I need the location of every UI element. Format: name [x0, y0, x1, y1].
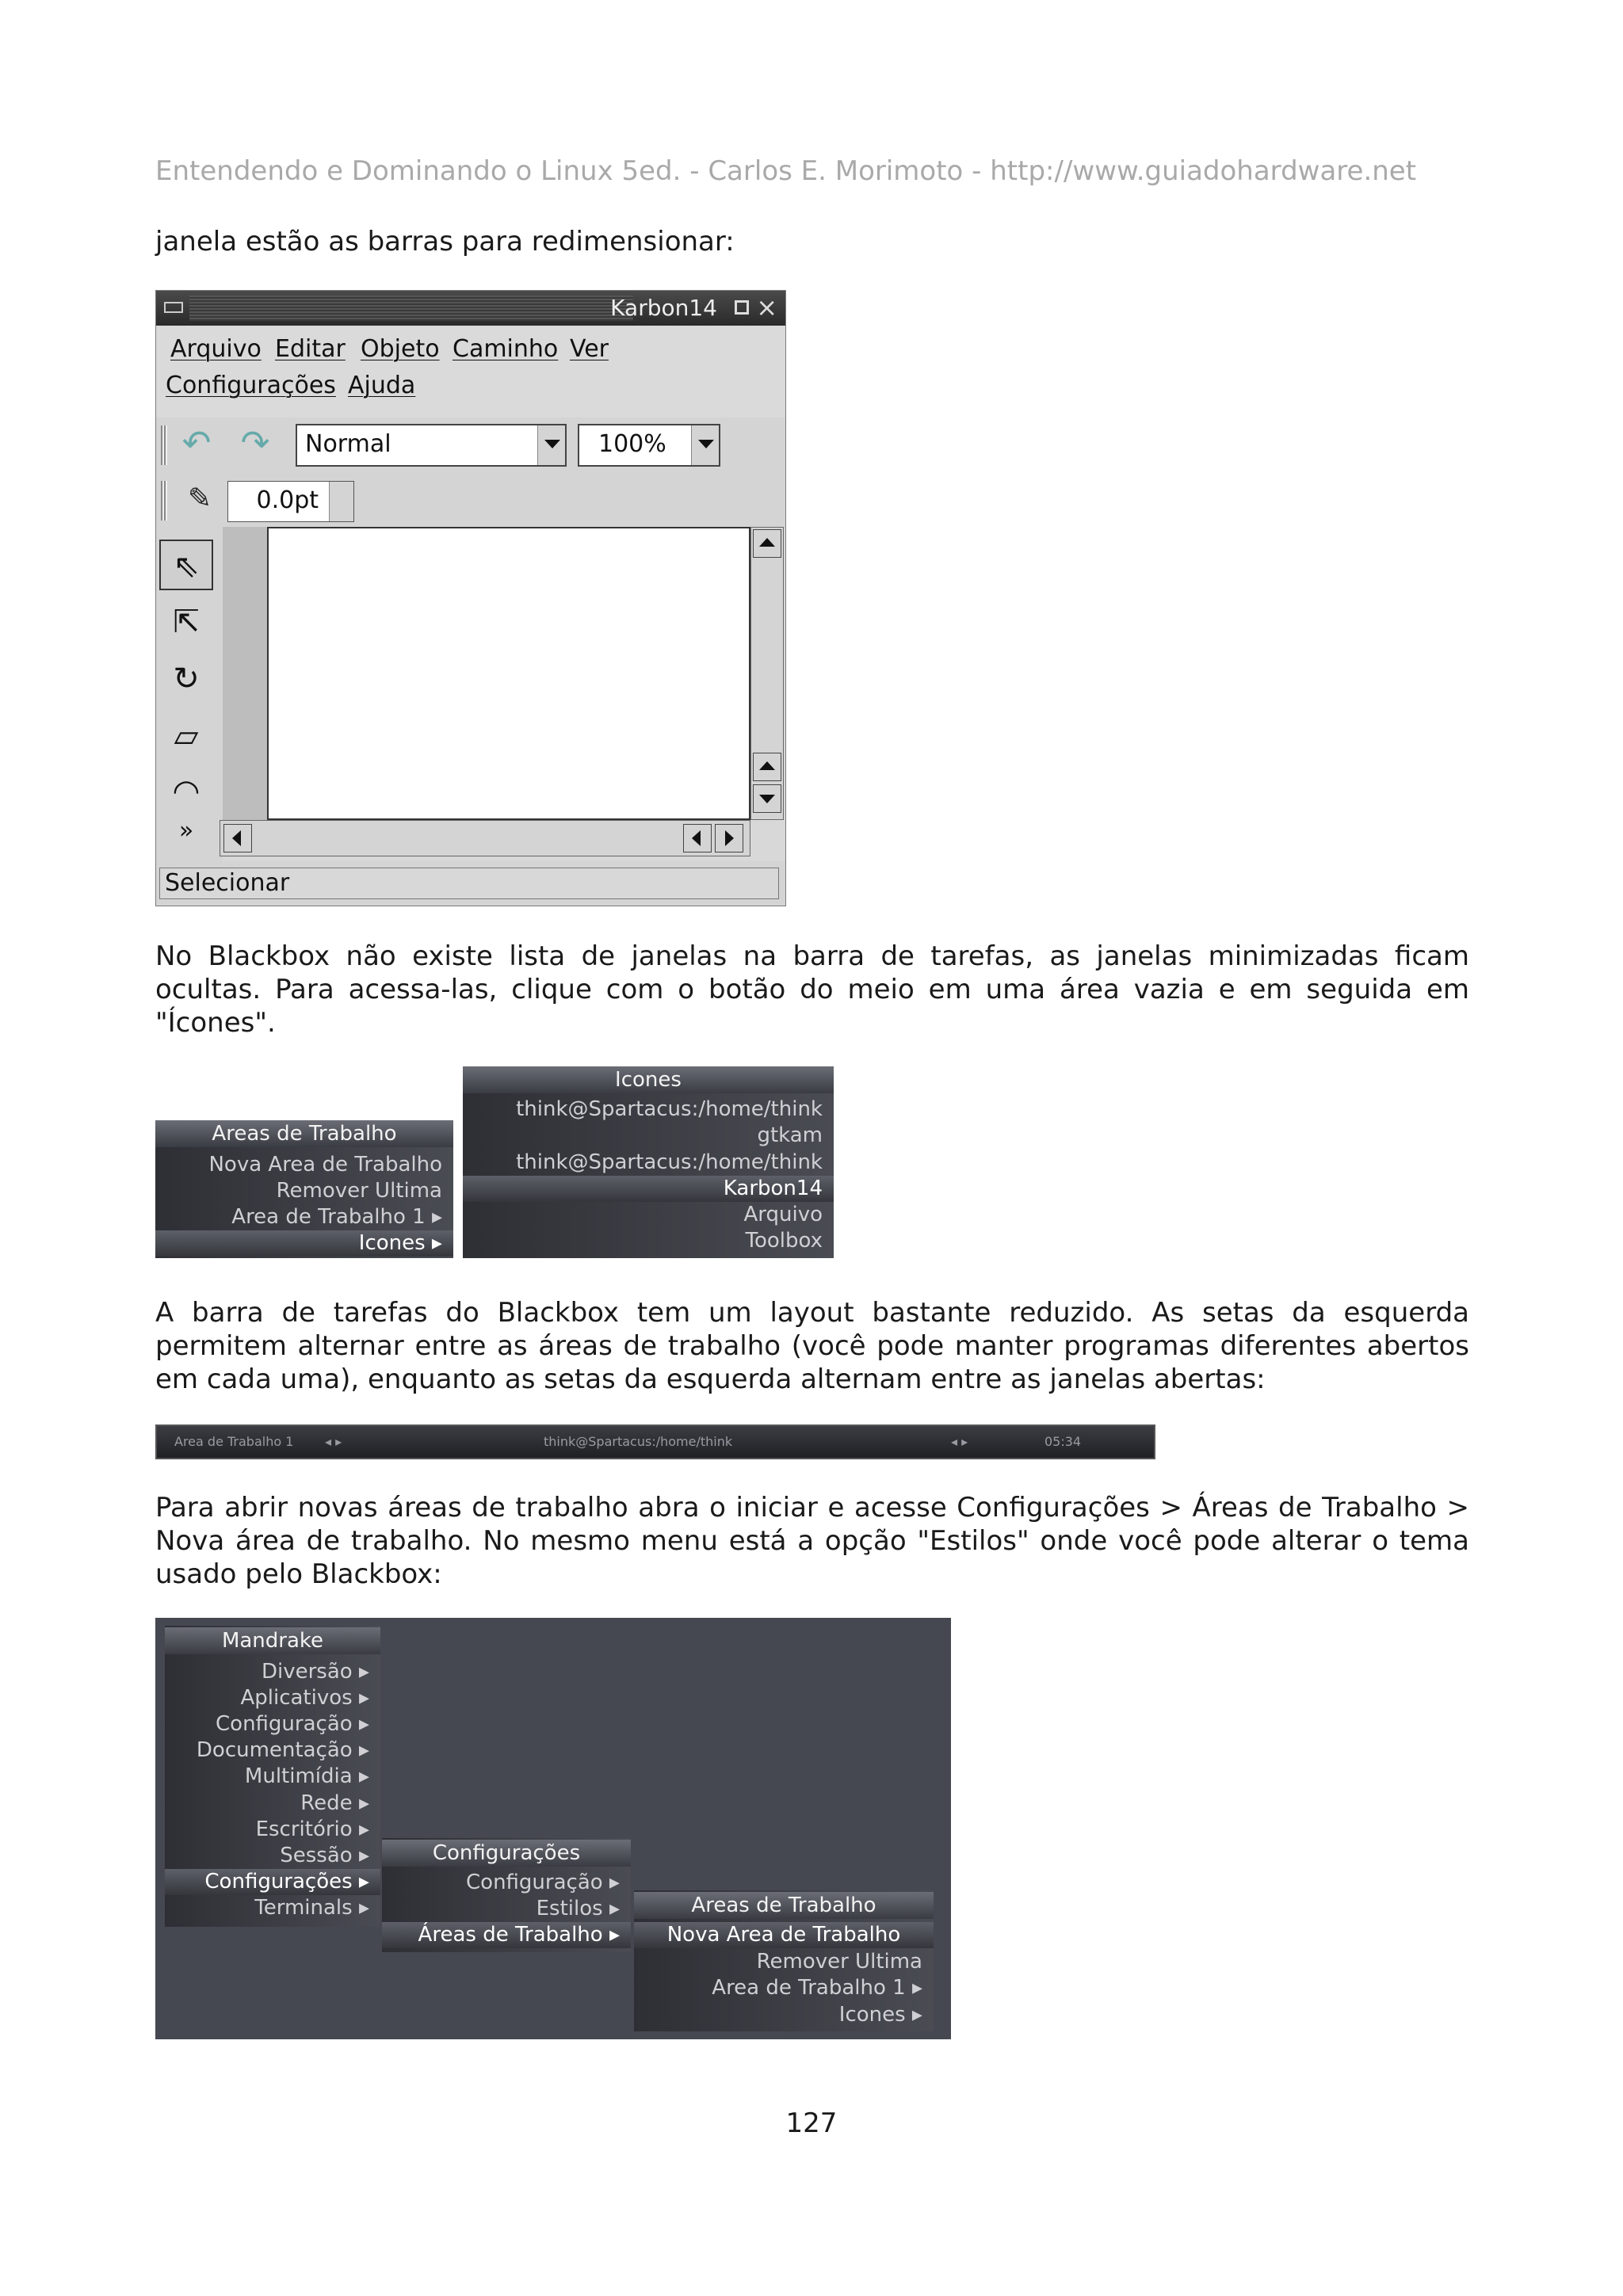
window-label[interactable]: think@Spartacus:/home/think: [544, 1434, 733, 1449]
menu-item[interactable]: Karbon14: [463, 1176, 834, 1202]
menu-item[interactable]: Nova Area de Trabalho: [634, 1922, 934, 1948]
menu-item[interactable]: Estilos ▸: [536, 1897, 620, 1920]
menu-item[interactable]: gtkam: [757, 1123, 823, 1147]
toolbox: [156, 528, 223, 861]
menu-item[interactable]: Icones ▸: [155, 1230, 453, 1257]
menu-item[interactable]: Rede ▸: [300, 1791, 369, 1815]
menu-title: Mandrake: [165, 1627, 380, 1654]
page-number: 127: [785, 2107, 838, 2139]
style-combo[interactable]: Normal: [296, 424, 567, 467]
window-menu-icon[interactable]: [164, 302, 183, 313]
running-header: Entendendo e Dominando o Linux 5ed. - Carlos E. Morimoto - http://www.guiadohardware.net: [155, 155, 1417, 187]
mandrake-menu: [165, 1626, 380, 1927]
clock: 05:34: [1044, 1434, 1082, 1449]
menu-configuracoes[interactable]: Configurações: [166, 372, 336, 399]
menu-item[interactable]: Terminals ▸: [254, 1896, 369, 1920]
paragraph-2: No Blackbox não existe lista de janelas na barra de tarefas, as janelas minimizadas ficam ocultas. Para acessa-las, clique com o botão do meio em uma área vazia e em seguida em "Ícones".: [155, 940, 1469, 1039]
menu-item[interactable]: Icones ▸: [838, 2003, 922, 2027]
redo-icon[interactable]: ↷: [240, 423, 270, 463]
scroll-down-icon[interactable]: [753, 784, 781, 813]
menu-item[interactable]: Sessão ▸: [280, 1844, 369, 1867]
shear-tool-icon[interactable]: ▱: [174, 718, 199, 754]
menu-item[interactable]: Configurações ▸: [165, 1869, 380, 1895]
drawing-canvas[interactable]: [267, 527, 750, 820]
menu-item[interactable]: Remover Ultima: [276, 1179, 442, 1203]
karbon-window: [155, 290, 786, 906]
menu-item[interactable]: Remover Ultima: [756, 1950, 922, 1974]
icones-menu: [463, 1066, 834, 1258]
menu-editar[interactable]: Editar: [275, 335, 346, 363]
status-text: Selecionar: [159, 868, 779, 899]
undo-icon[interactable]: ↶: [181, 423, 212, 463]
menu-item[interactable]: think@Spartacus:/home/think: [516, 1097, 823, 1121]
menu-item[interactable]: Area de Trabalho 1 ▸: [231, 1205, 442, 1229]
close-icon[interactable]: ×: [756, 292, 777, 322]
menu-item[interactable]: Multimídia ▸: [244, 1764, 369, 1788]
menu-item[interactable]: Configuração ▸: [216, 1712, 369, 1736]
vertical-scrollbar[interactable]: [750, 527, 784, 820]
workspace-label[interactable]: Area de Trabalho 1: [174, 1434, 294, 1449]
scroll-up-icon[interactable]: [753, 753, 781, 781]
spin-buttons[interactable]: [329, 482, 353, 521]
paragraph-1: janela estão as barras para redimensionar:: [155, 226, 735, 257]
window-arrows[interactable]: ◂ ▸: [951, 1434, 968, 1449]
blackbox-taskbar: [155, 1425, 1155, 1459]
ellipse-tool-icon[interactable]: ◠: [172, 773, 200, 810]
canvas-frame: [223, 527, 267, 856]
configuracoes-menu: [382, 1838, 631, 1952]
menu-item[interactable]: Diversão ▸: [261, 1660, 369, 1684]
paragraph-3: A barra de tarefas do Blackbox tem um layout bastante reduzido. As setas da esquerda permitem alternar entre as áreas de trabalho (você pode manter programas diferentes abertos em cada uma), enquanto as setas da esquerda alternam entre as janelas abertas:: [155, 1297, 1469, 1395]
menu-item[interactable]: Configuração ▸: [466, 1871, 620, 1894]
titlebar-grip: [189, 296, 633, 321]
more-tools-icon[interactable]: »: [178, 817, 194, 845]
scroll-up-icon[interactable]: [753, 529, 781, 558]
status-bar: [156, 861, 785, 906]
scroll-left-icon[interactable]: [683, 824, 712, 852]
edit-tool-icon[interactable]: ⇱: [173, 604, 200, 640]
menu-item[interactable]: Toolbox: [745, 1229, 823, 1253]
stroke-width-spinbox[interactable]: 0.0pt: [227, 481, 354, 522]
chevron-down-icon[interactable]: [691, 425, 719, 465]
menu-item[interactable]: Arquivo: [743, 1203, 823, 1226]
menu-title: Areas de Trabalho: [634, 1892, 934, 1919]
menu-item[interactable]: Documentação ▸: [196, 1738, 369, 1762]
paragraph-4: Para abrir novas áreas de trabalho abra o iniciar e acesse Configurações > Áreas de Trabalho > Nova área de trabalho. No mesmo menu está a opção "Estilos" onde você pode alterar o tema usado pelo Blackbox:: [155, 1492, 1469, 1590]
scroll-right-icon[interactable]: [715, 824, 743, 852]
menu-objeto[interactable]: Objeto: [361, 335, 440, 363]
maximize-icon[interactable]: [735, 300, 749, 315]
menu-caminho[interactable]: Caminho: [453, 335, 559, 363]
pen-icon: ✎: [187, 482, 212, 515]
menu-item[interactable]: Escritório ▸: [255, 1817, 369, 1841]
zoom-combo[interactable]: 100%: [578, 424, 720, 467]
main-toolbar: [156, 418, 785, 473]
areas-menu: [155, 1120, 453, 1258]
menu-item[interactable]: Nova Area de Trabalho: [208, 1153, 442, 1177]
menu-title: Areas de Trabalho: [155, 1120, 453, 1147]
workspace-arrows[interactable]: ◂ ▸: [325, 1434, 342, 1449]
menu-title: Configurações: [382, 1840, 631, 1867]
menu-item[interactable]: Area de Trabalho 1 ▸: [712, 1976, 922, 2000]
window-titlebar[interactable]: [156, 291, 785, 326]
stroke-toolbar: [156, 473, 785, 528]
menu-arquivo[interactable]: Arquivo: [170, 335, 262, 363]
horizontal-scrollbar[interactable]: [220, 820, 750, 856]
select-tool-icon[interactable]: ⇖: [159, 540, 213, 590]
menu-item[interactable]: Áreas de Trabalho ▸: [382, 1922, 631, 1948]
menu-item[interactable]: think@Spartacus:/home/think: [516, 1150, 823, 1174]
menu-ajuda[interactable]: Ajuda: [348, 372, 416, 399]
chevron-down-icon[interactable]: [537, 425, 565, 465]
toolbar-handle[interactable]: [161, 425, 167, 465]
menu-bar: [156, 326, 785, 418]
menu-title: Icones: [463, 1066, 834, 1093]
scroll-left-icon[interactable]: [223, 824, 252, 852]
rotate-tool-icon[interactable]: ↻: [173, 661, 200, 697]
menu-ver[interactable]: Ver: [570, 335, 609, 363]
window-title: Karbon14: [610, 295, 717, 321]
menu-item[interactable]: Aplicativos ▸: [240, 1686, 369, 1710]
toolbar-handle[interactable]: [161, 481, 167, 521]
areas-submenu: [634, 1890, 934, 2031]
